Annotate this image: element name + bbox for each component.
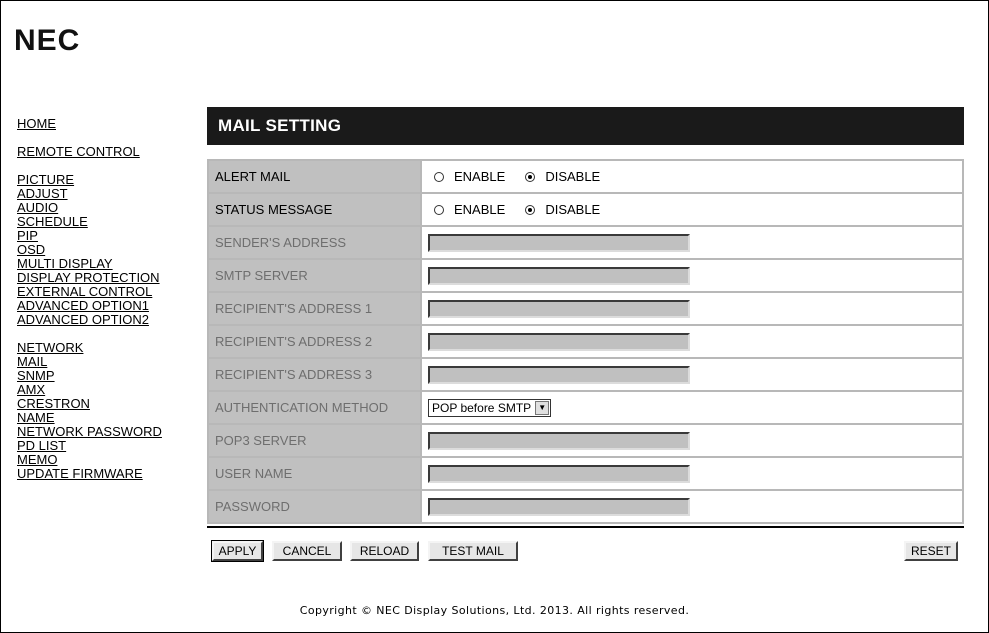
sidebar-item-name[interactable]: NAME [17,410,55,425]
sidebar-item-pd-list[interactable]: PD LIST [17,438,67,453]
form-row-status-message [208,193,963,226]
alert-mail-label: ALERT MAIL [208,160,421,193]
test-mail-button[interactable]: TEST MAIL [428,541,518,561]
alert-mail-enable-label[interactable]: ENABLE [454,169,506,184]
password-input[interactable] [428,498,690,516]
sidebar-group [17,145,162,159]
sidebar-item-network[interactable]: NETWORK [17,340,84,355]
divider [207,526,964,528]
recipient-address-2-input[interactable] [428,333,690,351]
form-row-senders-address [208,226,963,259]
sidebar-group [17,341,162,481]
status-message-disable-label[interactable]: DISABLE [545,202,601,217]
user-name-input[interactable] [428,465,690,483]
reload-button[interactable]: RELOAD [350,541,419,561]
sidebar-item-mail[interactable]: MAIL [17,354,48,369]
user-name-label: USER NAME [208,457,421,490]
chevron-down-icon[interactable]: ▼ [535,401,549,415]
pop3-server-input[interactable] [428,432,690,450]
sidebar-item-home[interactable]: HOME [17,116,56,131]
sidebar-item-remote-control[interactable]: REMOTE CONTROL [17,144,140,159]
recipient-address-2-label: RECIPIENT'S ADDRESS 2 [208,325,421,358]
sidebar-item-advanced-option1[interactable]: ADVANCED OPTION1 [17,298,149,313]
form-row-recipient-2 [208,325,963,358]
sidebar-group [17,173,162,327]
sidebar-item-multi-display[interactable]: MULTI DISPLAY [17,256,113,271]
alert-mail-enable-radio[interactable] [434,172,444,182]
senders-address-label: SENDER'S ADDRESS [208,226,421,259]
sidebar-item-update-firmware[interactable]: UPDATE FIRMWARE [17,466,143,481]
status-message-disable-radio[interactable] [525,205,535,215]
page-title: MAIL SETTING [207,107,964,145]
recipient-address-1-label: RECIPIENT'S ADDRESS 1 [208,292,421,325]
status-message-enable-label[interactable]: ENABLE [454,202,506,217]
sidebar-item-advanced-option2[interactable]: ADVANCED OPTION2 [17,312,149,327]
sidebar-item-pip[interactable]: PIP [17,228,38,243]
alert-mail-disable-label[interactable]: DISABLE [545,169,601,184]
form-row-auth-method [208,391,963,424]
smtp-server-input[interactable] [428,267,690,285]
sidebar-item-crestron[interactable]: CRESTRON [17,396,90,411]
copyright-text: Copyright © NEC Display Solutions, Ltd. 2013. All rights reserved. [299,604,690,617]
sidebar-item-audio[interactable]: AUDIO [17,200,59,215]
sidebar-item-snmp[interactable]: SNMP [17,368,55,383]
sidebar-item-schedule[interactable]: SCHEDULE [17,214,88,229]
status-message-label: STATUS MESSAGE [208,193,421,226]
apply-button[interactable]: APPLY [212,541,263,561]
sidebar-item-external-control[interactable]: EXTERNAL CONTROL [17,284,153,299]
sidebar-item-amx[interactable]: AMX [17,382,46,397]
recipient-address-3-label: RECIPIENT'S ADDRESS 3 [208,358,421,391]
recipient-address-3-input[interactable] [428,366,690,384]
reset-button[interactable]: RESET [904,541,958,561]
sidebar-item-picture[interactable]: PICTURE [17,172,75,187]
authentication-method-label: AUTHENTICATION METHOD [208,391,421,424]
sidebar-group [17,117,162,131]
mail-settings-form [207,159,964,524]
sidebar-item-network-password[interactable]: NETWORK PASSWORD [17,424,162,439]
sidebar-item-memo[interactable]: MEMO [17,452,58,467]
sidebar-item-adjust[interactable]: ADJUST [17,186,68,201]
sidebar-item-display-protection[interactable]: DISPLAY PROTECTION [17,270,160,285]
cancel-button[interactable]: CANCEL [272,541,342,561]
form-row-password [208,490,963,523]
sidebar-nav [17,117,162,495]
form-row-recipient-3 [208,358,963,391]
form-row-pop3-server [208,424,963,457]
smtp-server-label: SMTP SERVER [208,259,421,292]
form-row-recipient-1 [208,292,963,325]
authentication-method-select[interactable] [428,399,551,417]
form-row-alert-mail [208,160,963,193]
form-row-user-name [208,457,963,490]
sidebar-item-osd[interactable]: OSD [17,242,46,257]
nec-logo: NEC [14,24,81,57]
recipient-address-1-input[interactable] [428,300,690,318]
password-label: PASSWORD [208,490,421,523]
authentication-method-value: POP before SMTP [432,400,532,415]
status-message-enable-radio[interactable] [434,205,444,215]
alert-mail-disable-radio[interactable] [525,172,535,182]
form-row-smtp-server [208,259,963,292]
senders-address-input[interactable] [428,234,690,252]
pop3-server-label: POP3 SERVER [208,424,421,457]
